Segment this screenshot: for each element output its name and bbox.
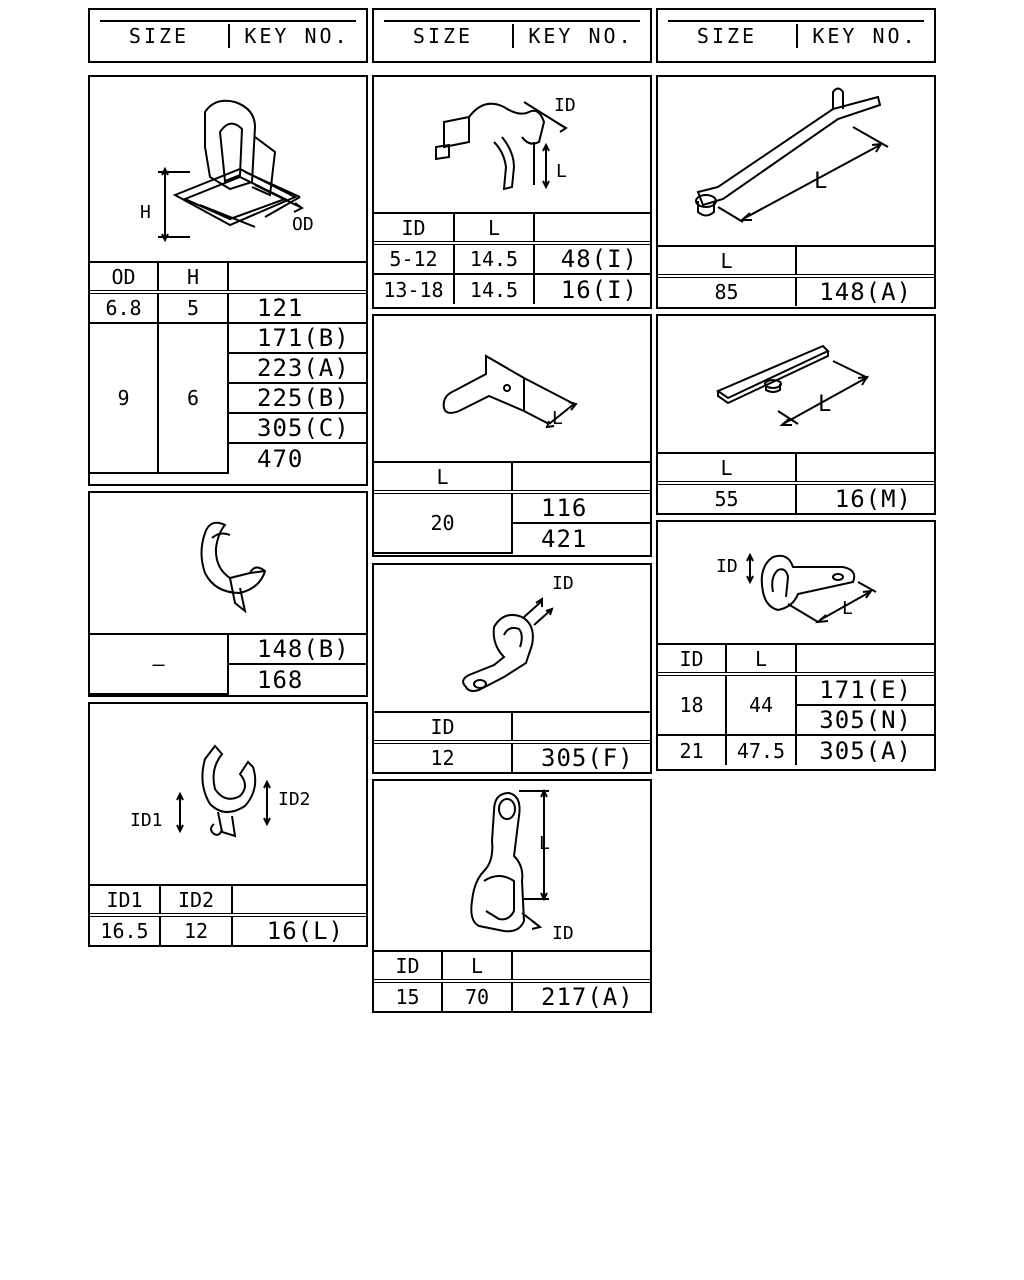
dim-id2-label: ID2 — [278, 789, 311, 810]
cell-size: – — [90, 634, 228, 694]
col-id: ID — [658, 644, 726, 674]
dim-l-label: L — [842, 598, 853, 619]
bracket-drawing — [374, 316, 650, 463]
key-no: 121 — [228, 292, 366, 323]
col-key — [512, 462, 650, 492]
panel-flat-strap-l — [656, 314, 936, 515]
dim-id-label: ID — [716, 556, 738, 577]
spec-table — [658, 452, 934, 513]
cell-id: 5-12 — [374, 243, 454, 274]
key-no: 116 — [512, 492, 650, 523]
key-no: 223(A) — [228, 353, 366, 383]
dim-h-label: H — [140, 202, 151, 223]
header-size-label: SIZE — [412, 24, 474, 48]
col-id: ID — [374, 712, 512, 742]
dim-l-label: L — [539, 833, 550, 854]
col-key — [534, 213, 650, 243]
key-no: 305(A) — [796, 735, 934, 765]
key-no: 16(I) — [534, 274, 650, 304]
col-key — [232, 885, 366, 915]
cell-id: 12 — [374, 742, 512, 772]
dim-l-label: L — [818, 392, 832, 417]
cell-id: 15 — [374, 981, 442, 1011]
key-no: 305(F) — [512, 742, 650, 772]
cell-h: 5 — [158, 292, 228, 323]
cell-h: 6 — [158, 323, 228, 473]
cell-l: 85 — [658, 276, 796, 306]
col-key — [512, 951, 650, 981]
col-key — [796, 644, 934, 674]
cell-id1: 16.5 — [90, 915, 160, 945]
col-key — [512, 712, 650, 742]
col-l: L — [658, 453, 796, 483]
key-no: 225(B) — [228, 383, 366, 413]
key-no: 305(C) — [228, 413, 366, 443]
col-id: ID — [374, 213, 454, 243]
col-l: L — [454, 213, 534, 243]
dim-id-label: ID — [554, 95, 576, 116]
cell-l: 14.5 — [454, 243, 534, 274]
panel-tab-clamp-id-l — [372, 779, 652, 1013]
cell-l: 47.5 — [726, 735, 796, 765]
key-no: 421 — [512, 523, 650, 553]
key-no: 171(B) — [228, 323, 366, 353]
spec-table — [658, 643, 934, 765]
key-no: 16(L) — [232, 915, 366, 945]
dim-l-label: L — [556, 161, 567, 182]
dim-id1-label: ID1 — [130, 810, 163, 831]
dim-l-label: L — [552, 408, 563, 429]
spec-table — [374, 212, 650, 304]
clip-drawing — [374, 77, 650, 214]
col-id1: ID1 — [90, 885, 160, 915]
tab-clamp-drawing — [374, 781, 650, 952]
cell-l: 55 — [658, 483, 796, 513]
panel-bracket-l — [372, 314, 652, 557]
col-l: L — [658, 246, 796, 276]
col-id2: ID2 — [160, 885, 232, 915]
header-keyno-label: KEY NO. — [812, 24, 918, 48]
panel-double-clamp-id-l — [656, 520, 936, 771]
panel-clip-id1-id2 — [88, 702, 368, 947]
spec-table — [374, 461, 650, 554]
col-l: L — [442, 951, 512, 981]
cell-l: 44 — [726, 674, 796, 735]
key-no: 171(E) — [796, 674, 934, 705]
spec-table — [90, 884, 366, 945]
dim-od-label: OD — [292, 214, 314, 235]
cell-id2: 12 — [160, 915, 232, 945]
col-od: OD — [90, 262, 158, 292]
dim-id-label: ID — [552, 573, 574, 594]
spec-table — [90, 261, 366, 474]
cell-l: 14.5 — [454, 274, 534, 304]
pclamp-drawing — [374, 565, 650, 713]
key-no: 470 — [228, 443, 366, 473]
key-no: 217(A) — [512, 981, 650, 1011]
key-no: 148(B) — [228, 634, 366, 664]
col-key — [228, 262, 366, 292]
header-keyno-label: KEY NO. — [244, 24, 350, 48]
panel-pclamp-id — [372, 563, 652, 774]
spec-table — [374, 950, 650, 1011]
flat-strap-drawing — [658, 316, 934, 454]
header-size-keyno-col1 — [88, 8, 368, 63]
key-no: 305(N) — [796, 705, 934, 735]
header-size-keyno-col2 — [372, 8, 652, 63]
spec-table — [658, 245, 934, 306]
col-l: L — [374, 462, 512, 492]
col-l: L — [726, 644, 796, 674]
cell-l: 20 — [374, 492, 512, 553]
dim-id-label: ID — [552, 923, 574, 944]
key-no: 148(A) — [796, 276, 934, 306]
col-h: H — [158, 262, 228, 292]
col-id: ID — [374, 951, 442, 981]
spec-table — [374, 711, 650, 772]
clip-drawing — [90, 493, 366, 635]
panel-clip-nosize — [88, 491, 368, 697]
cell-od: 9 — [90, 323, 158, 473]
col-key — [796, 453, 934, 483]
key-no: 48(I) — [534, 243, 650, 274]
cell-l: 70 — [442, 981, 512, 1011]
header-size-label: SIZE — [128, 24, 190, 48]
panel-strap-l — [656, 75, 936, 309]
col-key — [796, 246, 934, 276]
dim-l-label: L — [814, 169, 828, 194]
header-size-keyno-col3 — [656, 8, 936, 63]
spec-table — [90, 633, 366, 695]
double-clamp-drawing — [658, 522, 934, 645]
cell-id: 21 — [658, 735, 726, 765]
key-no: 16(M) — [796, 483, 934, 513]
strap-drawing — [658, 77, 934, 247]
key-no: 168 — [228, 664, 366, 694]
clip-drawing — [90, 704, 366, 886]
panel-clip-id-l — [372, 75, 652, 309]
header-keyno-label: KEY NO. — [528, 24, 634, 48]
cell-od: 6.8 — [90, 292, 158, 323]
header-size-label: SIZE — [696, 24, 758, 48]
cell-id: 13-18 — [374, 274, 454, 304]
clip-drawing — [90, 77, 366, 263]
panel-clip-od-h — [88, 75, 368, 486]
cell-id: 18 — [658, 674, 726, 735]
